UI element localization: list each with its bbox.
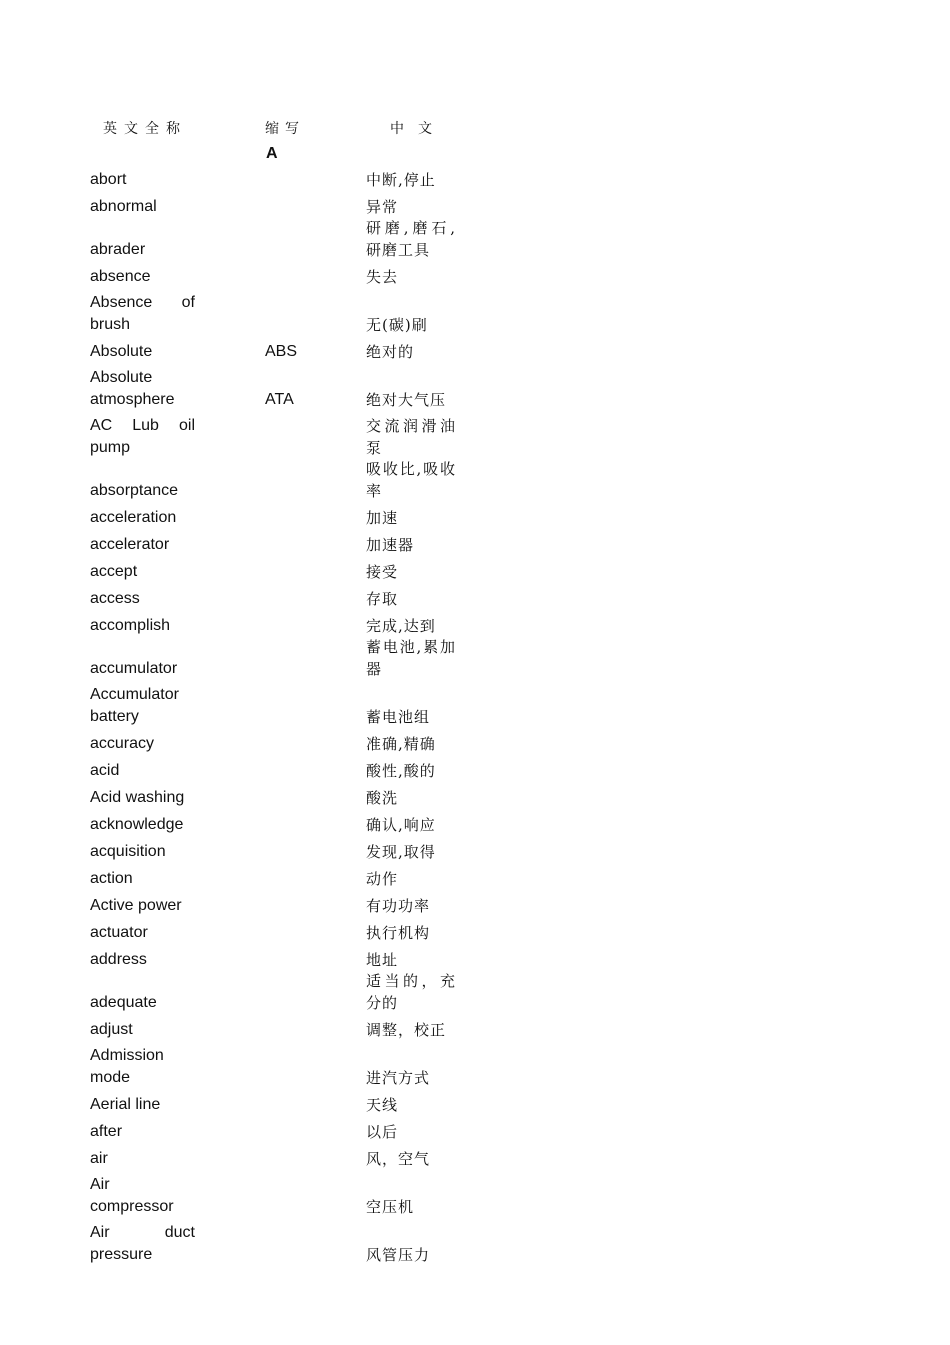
- abbreviation: ABS: [265, 342, 298, 360]
- chinese-term: 确认,响应: [366, 815, 436, 834]
- chinese-term: 失去: [366, 267, 399, 286]
- english-term: access: [90, 589, 140, 607]
- english-term: adjust: [90, 1020, 133, 1038]
- english-term: address: [90, 950, 147, 968]
- glossary-row: [0, 759, 950, 782]
- glossary-row: [0, 1093, 950, 1116]
- english-term: air: [90, 1149, 108, 1167]
- chinese-term: 适当的，充分的: [366, 972, 456, 1012]
- glossary-row: [0, 340, 950, 363]
- english-term: abort: [90, 170, 127, 188]
- english-term: AC Lub oil pump: [90, 417, 195, 456]
- english-term: accumulator: [90, 659, 178, 677]
- header-abbreviation: 缩写: [265, 121, 305, 137]
- english-term: adequate: [90, 993, 157, 1011]
- english-term: Air compressor: [90, 1176, 174, 1215]
- chinese-term: 风，空气: [366, 1149, 431, 1168]
- english-term: Admission mode: [90, 1047, 164, 1086]
- glossary-row: [0, 867, 950, 890]
- chinese-term: 发现,取得: [366, 842, 436, 861]
- chinese-term: 有功功率: [366, 896, 431, 915]
- english-term: Absolute atmosphere: [90, 369, 175, 408]
- chinese-term: 蓄电池,累加器: [366, 638, 456, 678]
- chinese-term: 酸洗: [366, 788, 399, 807]
- chinese-term: 天线: [366, 1095, 399, 1114]
- glossary-row: [0, 292, 950, 336]
- glossary-row: [0, 265, 950, 288]
- glossary-row: [0, 218, 950, 261]
- glossary-row: [0, 533, 950, 556]
- english-term: actuator: [90, 923, 148, 941]
- english-term: acceleration: [90, 508, 177, 526]
- glossary-row: [0, 1120, 950, 1143]
- chinese-term: 执行机构: [366, 923, 431, 942]
- english-term: absorptance: [90, 481, 179, 499]
- glossary-row: [0, 587, 950, 610]
- glossary-row: [0, 732, 950, 755]
- english-term: Active power: [90, 896, 182, 914]
- glossary-list: [0, 168, 950, 1266]
- english-term: absence: [90, 267, 151, 285]
- abbreviation: ATA: [265, 390, 294, 408]
- glossary-row: [0, 840, 950, 863]
- english-term: accomplish: [90, 616, 171, 634]
- chinese-term: 风管压力: [366, 1245, 431, 1264]
- glossary-row: [0, 1045, 950, 1089]
- chinese-term: 中断,停止: [366, 170, 436, 189]
- english-term: acquisition: [90, 842, 166, 860]
- glossary-row: [0, 168, 950, 191]
- chinese-term: 动作: [366, 869, 399, 888]
- glossary-row: [0, 614, 950, 637]
- glossary-row: [0, 948, 950, 971]
- english-term: acid: [90, 761, 120, 779]
- english-term: action: [90, 869, 133, 887]
- chinese-term: 绝对大气压: [366, 390, 447, 409]
- english-term: Aerial line: [90, 1095, 161, 1113]
- chinese-term: 吸收比,吸收率: [366, 460, 456, 500]
- english-term: accept: [90, 562, 138, 580]
- english-term: abnormal: [90, 197, 157, 215]
- glossary-row: [0, 367, 950, 411]
- glossary-row: [0, 684, 950, 728]
- english-term: Acid washing: [90, 788, 185, 806]
- chinese-term: 交流润滑油泵: [366, 417, 456, 457]
- table-header: [0, 118, 950, 140]
- glossary-row: [0, 971, 950, 1014]
- glossary-row: [0, 415, 950, 459]
- glossary-row: [0, 506, 950, 529]
- chinese-term: 研磨,磨石,研磨工具: [366, 219, 456, 259]
- english-term: Absolute: [90, 342, 153, 360]
- chinese-term: 调整，校正: [366, 1020, 447, 1039]
- english-term: abrader: [90, 240, 146, 258]
- glossary-row: [0, 894, 950, 917]
- glossary-row: [0, 786, 950, 809]
- english-term: accelerator: [90, 535, 170, 553]
- glossary-row: [0, 195, 950, 218]
- chinese-term: 进汽方式: [366, 1068, 431, 1087]
- chinese-term: 空压机: [366, 1197, 415, 1216]
- chinese-term: 存取: [366, 589, 399, 608]
- header-chinese: 中文: [390, 121, 446, 137]
- chinese-term: 加速器: [366, 535, 415, 554]
- section-letter: A: [266, 145, 278, 162]
- english-term: Accumulator battery: [90, 686, 179, 725]
- chinese-term: 异常: [366, 197, 399, 216]
- chinese-term: 无(碳)刷: [366, 315, 428, 334]
- glossary-row: [0, 921, 950, 944]
- chinese-term: 酸性,酸的: [366, 761, 436, 780]
- glossary-row: [0, 560, 950, 583]
- glossary-row: [0, 1174, 950, 1218]
- glossary-row: [0, 459, 950, 502]
- glossary-row: [0, 1147, 950, 1170]
- chinese-term: 准确,精确: [366, 734, 436, 753]
- chinese-term: 地址: [366, 950, 399, 969]
- english-term: acknowledge: [90, 815, 184, 833]
- glossary-row: [0, 813, 950, 836]
- english-term: Air duct pressure: [90, 1224, 195, 1263]
- chinese-term: 蓄电池组: [366, 707, 431, 726]
- chinese-term: 绝对的: [366, 342, 415, 361]
- english-term: accuracy: [90, 734, 155, 752]
- chinese-term: 接受: [366, 562, 399, 581]
- glossary-row: [0, 637, 950, 680]
- english-term: after: [90, 1122, 123, 1140]
- glossary-row: [0, 1018, 950, 1041]
- glossary-row: [0, 1222, 950, 1266]
- chinese-term: 完成,达到: [366, 616, 436, 635]
- chinese-term: 以后: [366, 1122, 399, 1141]
- header-english-full-name: 英文全称: [103, 121, 187, 137]
- english-term: Absence of brush: [90, 294, 195, 333]
- chinese-term: 加速: [366, 508, 399, 527]
